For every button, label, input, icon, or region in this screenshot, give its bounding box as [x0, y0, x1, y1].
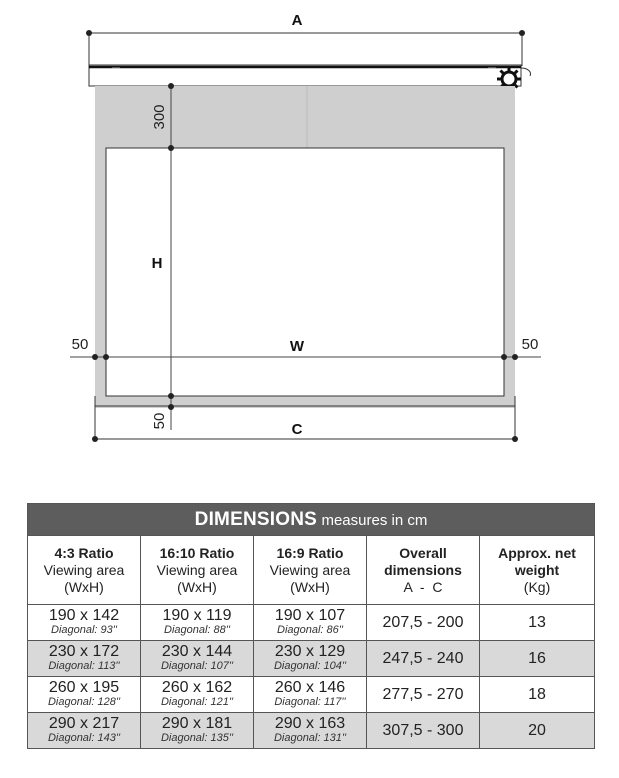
cell-16-10: 190 x 119 Diagonal: 88'' [141, 605, 254, 641]
roller-housing [89, 65, 531, 86]
label-h: H [151, 255, 163, 272]
table-title-sub: measures in cm [321, 511, 428, 529]
table-row [28, 605, 595, 641]
table-title-main: DIMENSIONS [194, 508, 318, 530]
cell-overall: 207,5 - 200 [367, 605, 480, 641]
viewing-area [106, 148, 504, 396]
cell-16-9: 230 x 129 Diagonal: 104'' [254, 641, 367, 677]
table-title-row [28, 504, 595, 536]
cell-16-10: 290 x 181 Diagonal: 135'' [141, 713, 254, 749]
table-header-row [28, 536, 595, 605]
column-header: Overall dimensions A - C [367, 536, 480, 605]
table-row [28, 677, 595, 713]
cell-16-9: 290 x 163 Diagonal: 131'' [254, 713, 367, 749]
cell-weight: 20 [480, 713, 595, 749]
cell-4-3: 260 x 195 Diagonal: 128'' [28, 677, 141, 713]
table-row [28, 713, 595, 749]
table-row [28, 641, 595, 677]
label-c: C [291, 421, 303, 438]
label-a: A [291, 12, 303, 29]
cell-16-10: 230 x 144 Diagonal: 107'' [141, 641, 254, 677]
cell-16-9: 190 x 107 Diagonal: 86'' [254, 605, 367, 641]
dimension-a [86, 30, 525, 66]
label-bottom-margin: 50 [151, 412, 168, 430]
column-header: 4:3 Ratio Viewing area (WxH) [28, 536, 141, 605]
label-w: W [289, 338, 305, 355]
cell-4-3: 190 x 142 Diagonal: 93'' [28, 605, 141, 641]
label-top-margin: 300 [151, 104, 168, 130]
column-header: 16:9 Ratio Viewing area (WxH) [254, 536, 367, 605]
cell-weight: 13 [480, 605, 595, 641]
cell-overall: 277,5 - 270 [367, 677, 480, 713]
cell-overall: 247,5 - 240 [367, 641, 480, 677]
cell-4-3: 290 x 217 Diagonal: 143'' [28, 713, 141, 749]
cell-16-10: 260 x 162 Diagonal: 121'' [141, 677, 254, 713]
cell-weight: 16 [480, 641, 595, 677]
cell-16-9: 260 x 146 Diagonal: 117'' [254, 677, 367, 713]
table-title [28, 504, 595, 536]
label-left-margin: 50 [71, 336, 89, 353]
cell-weight: 18 [480, 677, 595, 713]
label-right-margin: 50 [521, 336, 539, 353]
cell-overall: 307,5 - 300 [367, 713, 480, 749]
dimensions-table [27, 503, 595, 749]
cell-4-3: 230 x 172 Diagonal: 113'' [28, 641, 141, 677]
column-header: Approx. net weight (Kg) [480, 536, 595, 605]
column-header: 16:10 Ratio Viewing area (WxH) [141, 536, 254, 605]
